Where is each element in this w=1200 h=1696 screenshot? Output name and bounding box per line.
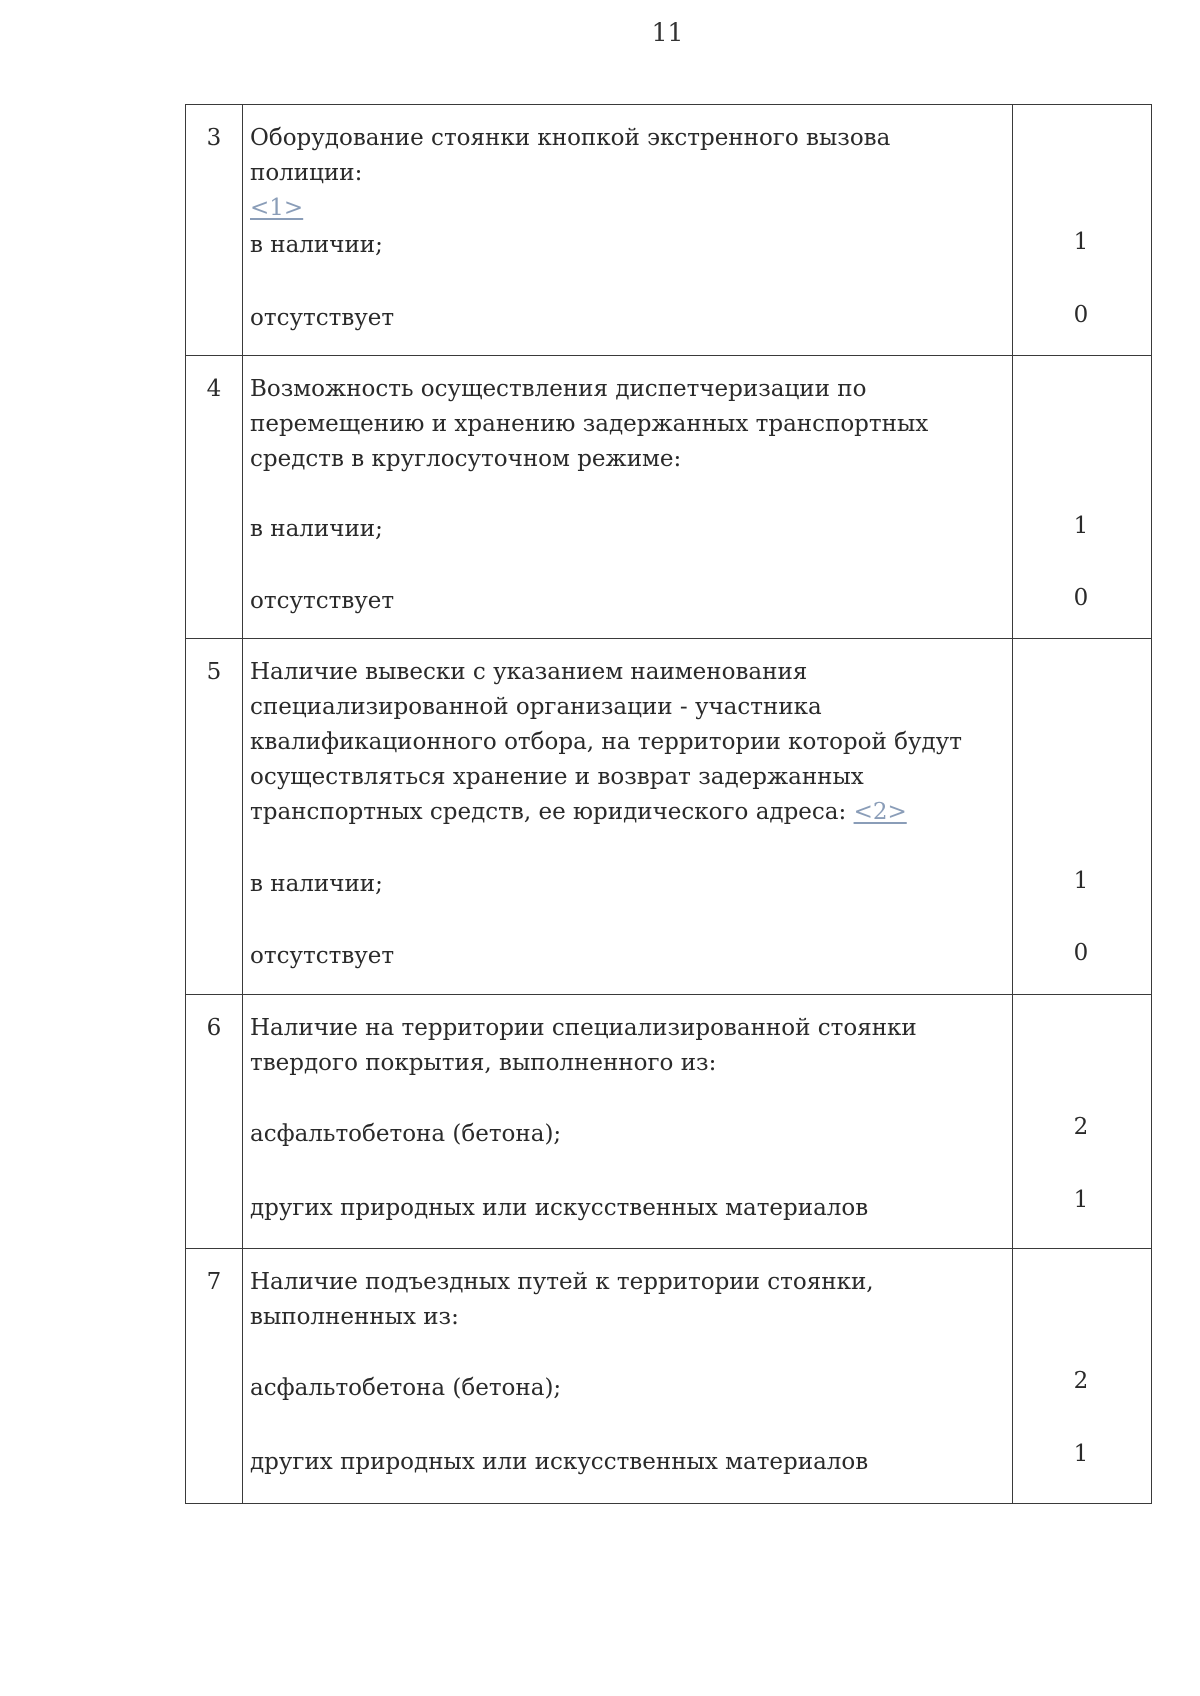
option-label: отсутствует	[250, 588, 395, 614]
criterion-title-line: перемещению и хранению задержанных транспортных	[250, 411, 929, 437]
criterion-title-line: Наличие вывески с указанием наименования	[250, 659, 808, 685]
criterion-number: 6	[206, 1015, 222, 1041]
footnote-link[interactable]: <1>	[250, 195, 304, 221]
column-divider	[242, 1249, 243, 1503]
option-score: 1	[1073, 513, 1089, 539]
criterion-title-line: Наличие на территории специализированной стоянки	[250, 1015, 917, 1041]
option-score: 1	[1073, 868, 1089, 894]
option-label: отсутствует	[250, 943, 395, 969]
option-score: 0	[1073, 940, 1089, 966]
criterion-title-line: выполненных из:	[250, 1304, 459, 1330]
option-label: в наличии;	[250, 516, 383, 542]
option-score: 1	[1073, 1441, 1089, 1467]
criterion-title-line: Возможность осуществления диспетчеризации по	[250, 376, 867, 402]
option-score: 2	[1073, 1368, 1089, 1394]
criterion-row-6	[186, 995, 1151, 1249]
criterion-number: 3	[206, 125, 222, 151]
criterion-number: 5	[206, 659, 222, 685]
criterion-row-3	[186, 105, 1151, 356]
criterion-title-line: осуществляться хранение и возврат задержанных	[250, 764, 864, 790]
option-score: 0	[1073, 585, 1089, 611]
option-label: асфальтобетона (бетона);	[250, 1121, 562, 1147]
criteria-table	[185, 104, 1152, 1504]
column-divider	[242, 995, 243, 1248]
column-divider	[242, 639, 243, 994]
option-score: 0	[1073, 302, 1089, 328]
option-label: других природных или искусственных материалов	[250, 1449, 869, 1475]
option-score: 1	[1073, 229, 1089, 255]
criterion-title-line: Наличие подъездных путей к территории стоянки,	[250, 1269, 874, 1295]
criterion-row-5	[186, 639, 1151, 995]
criterion-title-text: Оборудование стоянки кнопкой экстренного вызова полиции:	[250, 125, 891, 186]
column-divider	[242, 105, 243, 355]
option-label: отсутствует	[250, 305, 395, 331]
criterion-title	[250, 1011, 1005, 1081]
criterion-row-4	[186, 356, 1151, 639]
criterion-title-line: квалификационного отбора, на территории которой будут	[250, 729, 962, 755]
criterion-number: 4	[206, 376, 222, 402]
footnote-link[interactable]: <2>	[853, 799, 907, 825]
criterion-title	[250, 1265, 1005, 1335]
criterion-title-line: специализированной организации - участника	[250, 694, 822, 720]
option-score: 1	[1073, 1187, 1089, 1213]
column-divider	[242, 356, 243, 638]
option-score: 2	[1073, 1114, 1089, 1140]
option-label: в наличии;	[250, 871, 383, 897]
criterion-title-line: средств в круглосуточном режиме:	[250, 446, 682, 472]
criterion-title-line: твердого покрытия, выполненного из:	[250, 1050, 717, 1076]
criterion-title	[250, 655, 1005, 830]
criterion-title	[250, 372, 1005, 477]
criterion-title	[250, 121, 1005, 226]
option-label: других природных или искусственных материалов	[250, 1195, 869, 1221]
criterion-title-line: транспортных средств, ее юридического адреса:	[250, 799, 847, 825]
page-number: 11	[651, 18, 684, 47]
criterion-number: 7	[206, 1269, 222, 1295]
option-label: асфальтобетона (бетона);	[250, 1375, 562, 1401]
option-label: в наличии;	[250, 232, 383, 258]
criterion-row-7	[186, 1249, 1151, 1503]
